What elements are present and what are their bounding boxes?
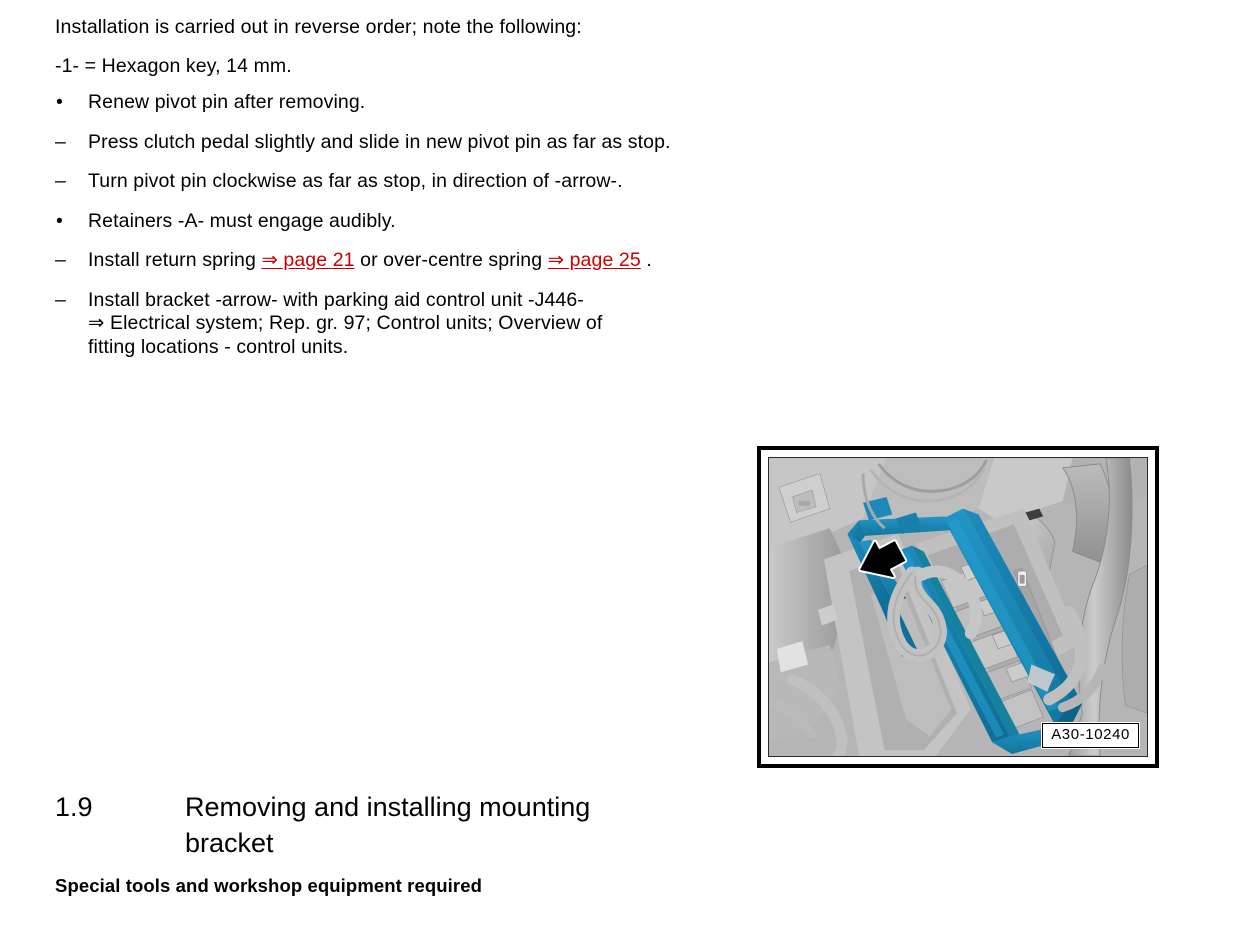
figure-frame: [757, 446, 1159, 768]
instruction-text-column: [55, 14, 715, 375]
spring-middle-text: or over-centre spring: [354, 249, 548, 271]
figure-label: A30-10240: [1042, 723, 1139, 748]
cross-reference-link-page-21[interactable]: ⇒ page 21: [261, 249, 355, 271]
figure-image-container: [768, 457, 1148, 757]
bracket-line-two: ⇒ Electrical system; Rep. gr. 97; Control units; Overview of: [88, 312, 603, 334]
list-item-text: Renew pivot pin after removing.: [88, 91, 366, 113]
special-tools-subheading: Special tools and workshop equipment required: [55, 875, 482, 896]
list-item: [55, 91, 715, 115]
bracket-line-one: Install bracket -arrow- with parking aid control unit -J446-: [88, 288, 584, 311]
hexagon-key-note: -1- = Hexagon key, 14 mm.: [55, 54, 292, 77]
dash-marker-icon: –: [55, 170, 66, 192]
list-item-text: Retainers -A- must engage audibly.: [88, 209, 396, 232]
list-item: [55, 131, 715, 155]
section-number: 1.9: [55, 792, 93, 822]
list-item: [55, 170, 715, 194]
section-title: Removing and installing mounting bracket: [185, 792, 591, 858]
instruction-list: [55, 91, 715, 359]
bullet-marker-icon: •: [56, 91, 63, 113]
bullet-marker-icon: •: [56, 209, 63, 232]
spring-trail-text: .: [640, 249, 652, 271]
list-item: [55, 210, 715, 234]
spring-lead-text: Install return spring: [88, 249, 262, 271]
dash-marker-icon: –: [55, 288, 66, 311]
bracket-line-three: fitting locations - control units.: [88, 335, 349, 358]
list-item-text: Turn pivot pin clockwise as far as stop, in direction of -arrow-.: [88, 170, 623, 192]
dash-marker-icon: –: [55, 249, 66, 271]
engine-bay-illustration: [769, 458, 1147, 756]
cross-reference-link-page-25[interactable]: ⇒ page 25: [547, 249, 641, 271]
list-item-spring: [55, 249, 715, 273]
intro-paragraph: Installation is carried out in reverse order; note the following:: [55, 16, 582, 38]
list-item-text: Press clutch pedal slightly and slide in new pivot pin as far as stop.: [88, 130, 671, 153]
section-heading: [55, 789, 735, 861]
dash-marker-icon: –: [55, 130, 66, 153]
list-item-bracket: [55, 289, 715, 360]
